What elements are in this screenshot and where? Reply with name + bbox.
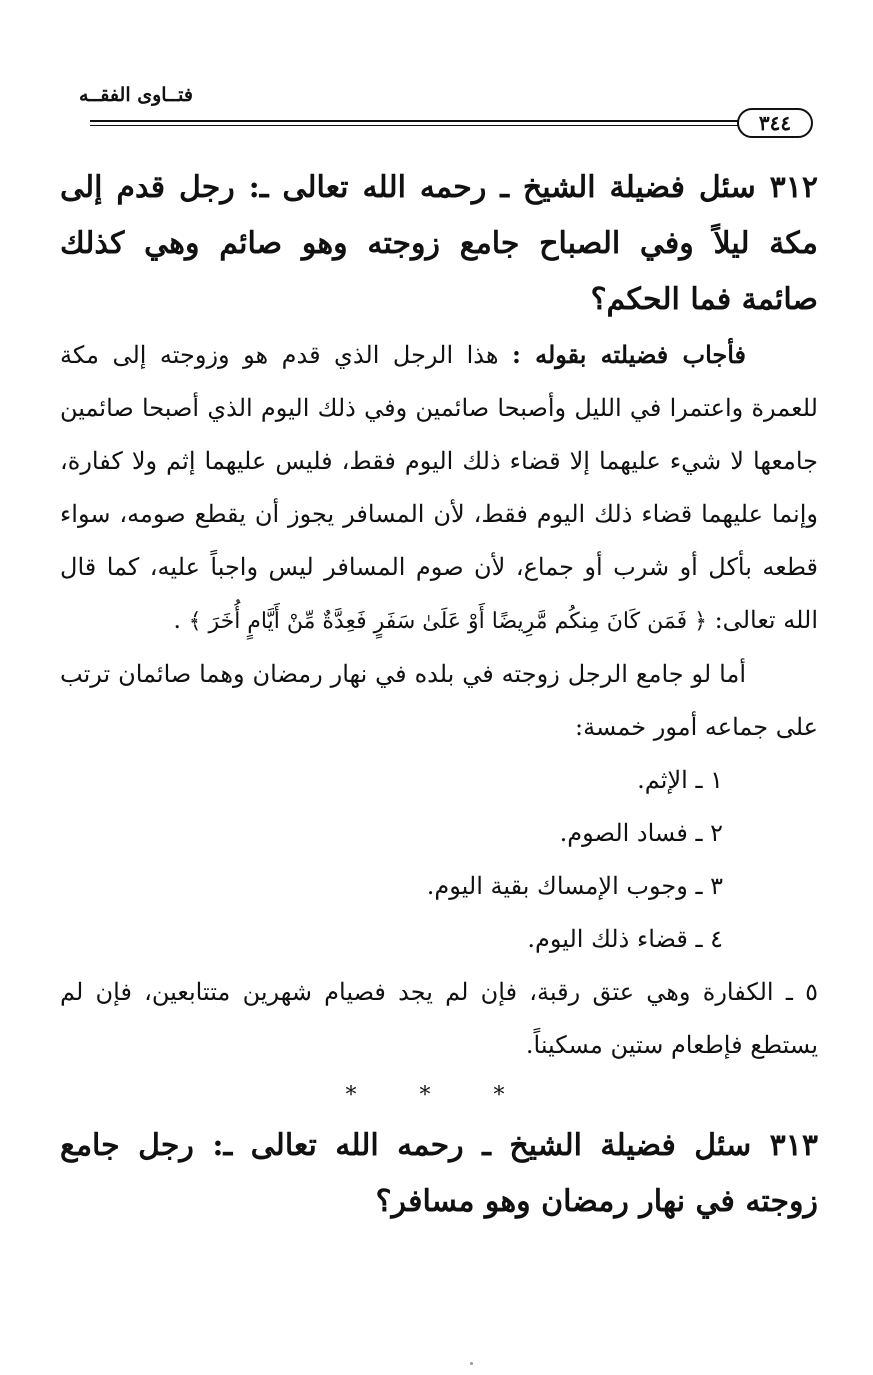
page-content [60, 160, 818, 1230]
quran-ayah: ﴿ فَمَن كَانَ مِنكُم مَّرِيضًا أَوْ عَلَىٰ سَفَرٍ فَعِدَّةٌ مِّنْ أَيَّامٍ أُخَرَ ﴾ [188, 609, 707, 634]
list-item: ٤ ـ قضاء ذلك اليوم. [527, 925, 723, 953]
page-mark [470, 1362, 473, 1365]
section-separator: * * * [345, 1083, 533, 1108]
header-rule [90, 120, 738, 122]
running-header-title: فتــاوى الفقــه [78, 84, 193, 106]
list-item: ٣ ـ وجوب الإمساك بقية اليوم. [426, 872, 723, 900]
list-item: ١ ـ الإثم. [637, 766, 723, 794]
question-313: ٣١٣ سئل فضيلة الشيخ ـ رحمه الله تعالى ـ: رجل جامع زوجته في نهار رمضان وهو مسافر؟ [60, 1128, 818, 1219]
answer-lead: فأجاب فضيلته بقوله : [512, 340, 746, 369]
header-rule-thin [90, 125, 738, 126]
list-item: ٢ ـ فساد الصوم. [559, 819, 723, 847]
answer-body: هذا الرجل الذي قدم هو وزوجته إلى مكة للعمرة واعتمرا في الليل وأصبحا صائمين وفي ذلك اليوم الذي أصبحا صائمين جامعها لا شيء عليهما إلا قضاء ذلك اليوم فقط، فليس عليهما إثم ولا كفارة، وإنما عليهما قضاء ذلك اليوم فقط، لأن المسافر يجوز أن يقطع صومه، سواء قطعه بأكل أو شرب أو جماع، لأن صوم المسافر ليس واجباً عليه، كما قال الله تعالى: [60, 341, 818, 634]
answer-312 [60, 328, 818, 648]
list-item: ٥ ـ الكفارة وهي عتق رقبة، فإن لم يجد فصيام شهرين متتابعين، فإن لم يستطع فإطعام ستين مسكيناً. [60, 978, 818, 1059]
answer-after-ayah: . [173, 606, 189, 634]
question-312: ٣١٢ سئل فضيلة الشيخ ـ رحمه الله تعالى ـ: رجل قدم إلى مكة ليلاً وفي الصباح جامع زوجته وهو صائم وهي كذلك صائمة فما الحكم؟ [60, 170, 818, 317]
page-number-badge: ٣٤٤ [737, 108, 813, 138]
answer-paragraph-2: أما لو جامع الرجل زوجته في بلده في نهار رمضان وهما صائمان ترتب على جماعه أمور خمسة: [60, 660, 818, 741]
